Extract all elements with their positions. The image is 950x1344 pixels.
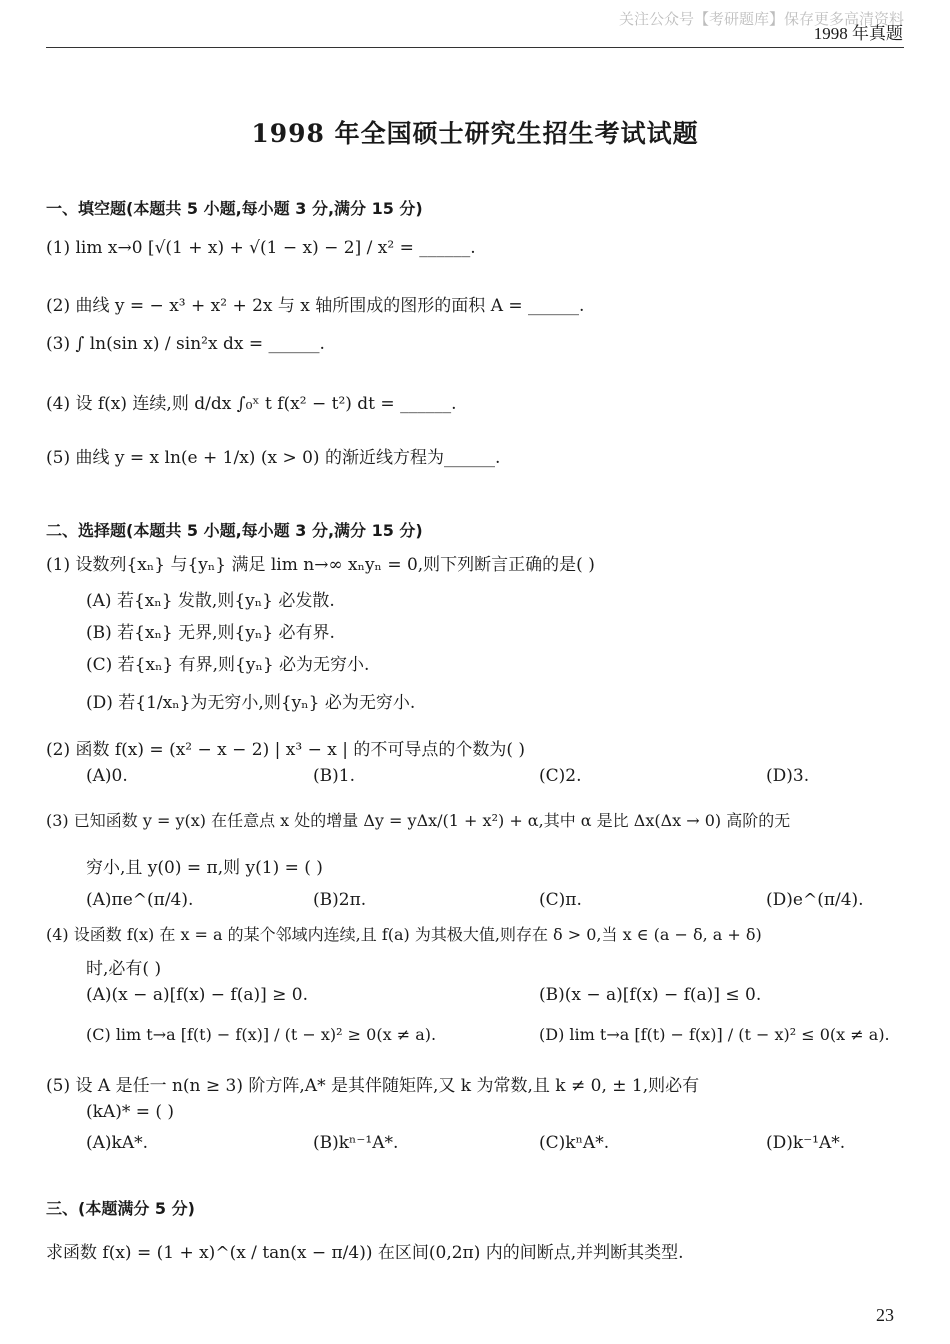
section-3-text: 求函数 f(x) = (1 + x)^(x / tan(x − π/4)) 在区间(0,2π) 内的间断点,并判断其类型. xyxy=(46,1243,684,1263)
choice-q1-option-d: (D) 若{1/xₙ}为无穷小,则{yₙ} 必为无穷小. xyxy=(86,693,416,713)
fill-item-2: (2) 曲线 y = − x³ + x² + 2x 与 x 轴所围成的图形的面积 A = ______. xyxy=(46,296,585,316)
choice-q5-stem-1: (5) 设 A 是任一 n(n ≥ 3) 阶方阵,A* 是其伴随矩阵,又 k 为常数,且 k ≠ 0, ± 1,则必有 xyxy=(46,1076,700,1096)
choice-q2-option-a: (A)0. xyxy=(86,766,128,786)
choice-q1-stem: (1) 设数列{xₙ} 与{yₙ} 满足 lim n→∞ xₙyₙ = 0,则下列断言正确的是( ) xyxy=(46,555,595,575)
fill-item-3: (3) ∫ ln(sin x) / sin²x dx = ______. xyxy=(46,334,325,354)
choice-q5-option-b: (B)kⁿ⁻¹A*. xyxy=(313,1133,399,1153)
choice-q3-option-c: (C)π. xyxy=(539,890,582,910)
choice-q2-option-c: (C)2. xyxy=(539,766,582,786)
section-1-heading: 一、填空题(本题共 5 小题,每小题 3 分,满分 15 分) xyxy=(46,199,423,218)
choice-q5-option-d: (D)k⁻¹A*. xyxy=(766,1133,846,1153)
choice-q3-option-a: (A)πe^(π/4). xyxy=(86,890,194,910)
watermark: 关注公众号【考研题库】保存更多高清资料 xyxy=(618,10,904,28)
choice-q3-stem-2: 穷小,且 y(0) = π,则 y(1) = ( ) xyxy=(86,858,323,878)
section-3-heading: 三、(本题满分 5 分) xyxy=(46,1199,195,1218)
choice-q4-option-d: (D) lim t→a [f(t) − f(x)] / (t − x)² ≤ 0(x ≠ a). xyxy=(539,1025,890,1044)
section-2-heading: 二、选择题(本题共 5 小题,每小题 3 分,满分 15 分) xyxy=(46,521,423,540)
choice-q1-option-b: (B) 若{xₙ} 无界,则{yₙ} 必有界. xyxy=(86,623,335,643)
fill-item-5: (5) 曲线 y = x ln(e + 1/x) (x > 0) 的渐近线方程为______. xyxy=(46,448,501,468)
page-title: 1998 年全国硕士研究生招生考试试题 xyxy=(251,119,699,148)
choice-q5-option-c: (C)kⁿA*. xyxy=(539,1133,610,1153)
choice-q4-stem-2: 时,必有( ) xyxy=(86,959,162,979)
choice-q2-stem: (2) 函数 f(x) = (x² − x − 2) | x³ − x | 的不可导点的个数为( ) xyxy=(46,740,526,760)
fill-item-4: (4) 设 f(x) 连续,则 d/dx ∫₀ˣ t f(x² − t²) dt = ______. xyxy=(46,394,457,414)
choice-q2-option-d: (D)3. xyxy=(766,766,810,786)
choice-q4-option-b: (B)(x − a)[f(x) − f(a)] ≤ 0. xyxy=(539,985,762,1005)
choice-q3-option-d: (D)e^(π/4). xyxy=(766,890,864,910)
choice-q1-option-c: (C) 若{xₙ} 有界,则{yₙ} 必为无穷小. xyxy=(86,655,370,675)
choice-q5-stem-2: (kA)* = ( ) xyxy=(86,1102,175,1122)
running-head: 1998 年真题 xyxy=(813,24,903,43)
choice-q4-option-c: (C) lim t→a [f(t) − f(x)] / (t − x)² ≥ 0(x ≠ a). xyxy=(86,1025,437,1044)
fill-item-1: (1) lim x→0 [√(1 + x) + √(1 − x) − 2] / x² = ______. xyxy=(46,238,476,258)
choice-q3-stem-1: (3) 已知函数 y = y(x) 在任意点 x 处的增量 Δy = yΔx/(1 + x²) + α,其中 α 是比 Δx(Δx → 0) 高阶的无 xyxy=(46,811,791,830)
choice-q4-stem-1: (4) 设函数 f(x) 在 x = a 的某个邻域内连续,且 f(a) 为其极大值,则存在 δ > 0,当 x ∈ (a − δ, a + δ) xyxy=(46,925,762,944)
page-number: 23 xyxy=(876,1305,894,1325)
choice-q1-option-a: (A) 若{xₙ} 发散,则{yₙ} 必发散. xyxy=(86,591,335,611)
choice-q2-option-b: (B)1. xyxy=(313,766,355,786)
choice-q3-option-b: (B)2π. xyxy=(313,890,367,910)
choice-q5-option-a: (A)kA*. xyxy=(86,1133,149,1153)
choice-q4-option-a: (A)(x − a)[f(x) − f(a)] ≥ 0. xyxy=(86,985,309,1005)
header-rule xyxy=(46,47,904,48)
